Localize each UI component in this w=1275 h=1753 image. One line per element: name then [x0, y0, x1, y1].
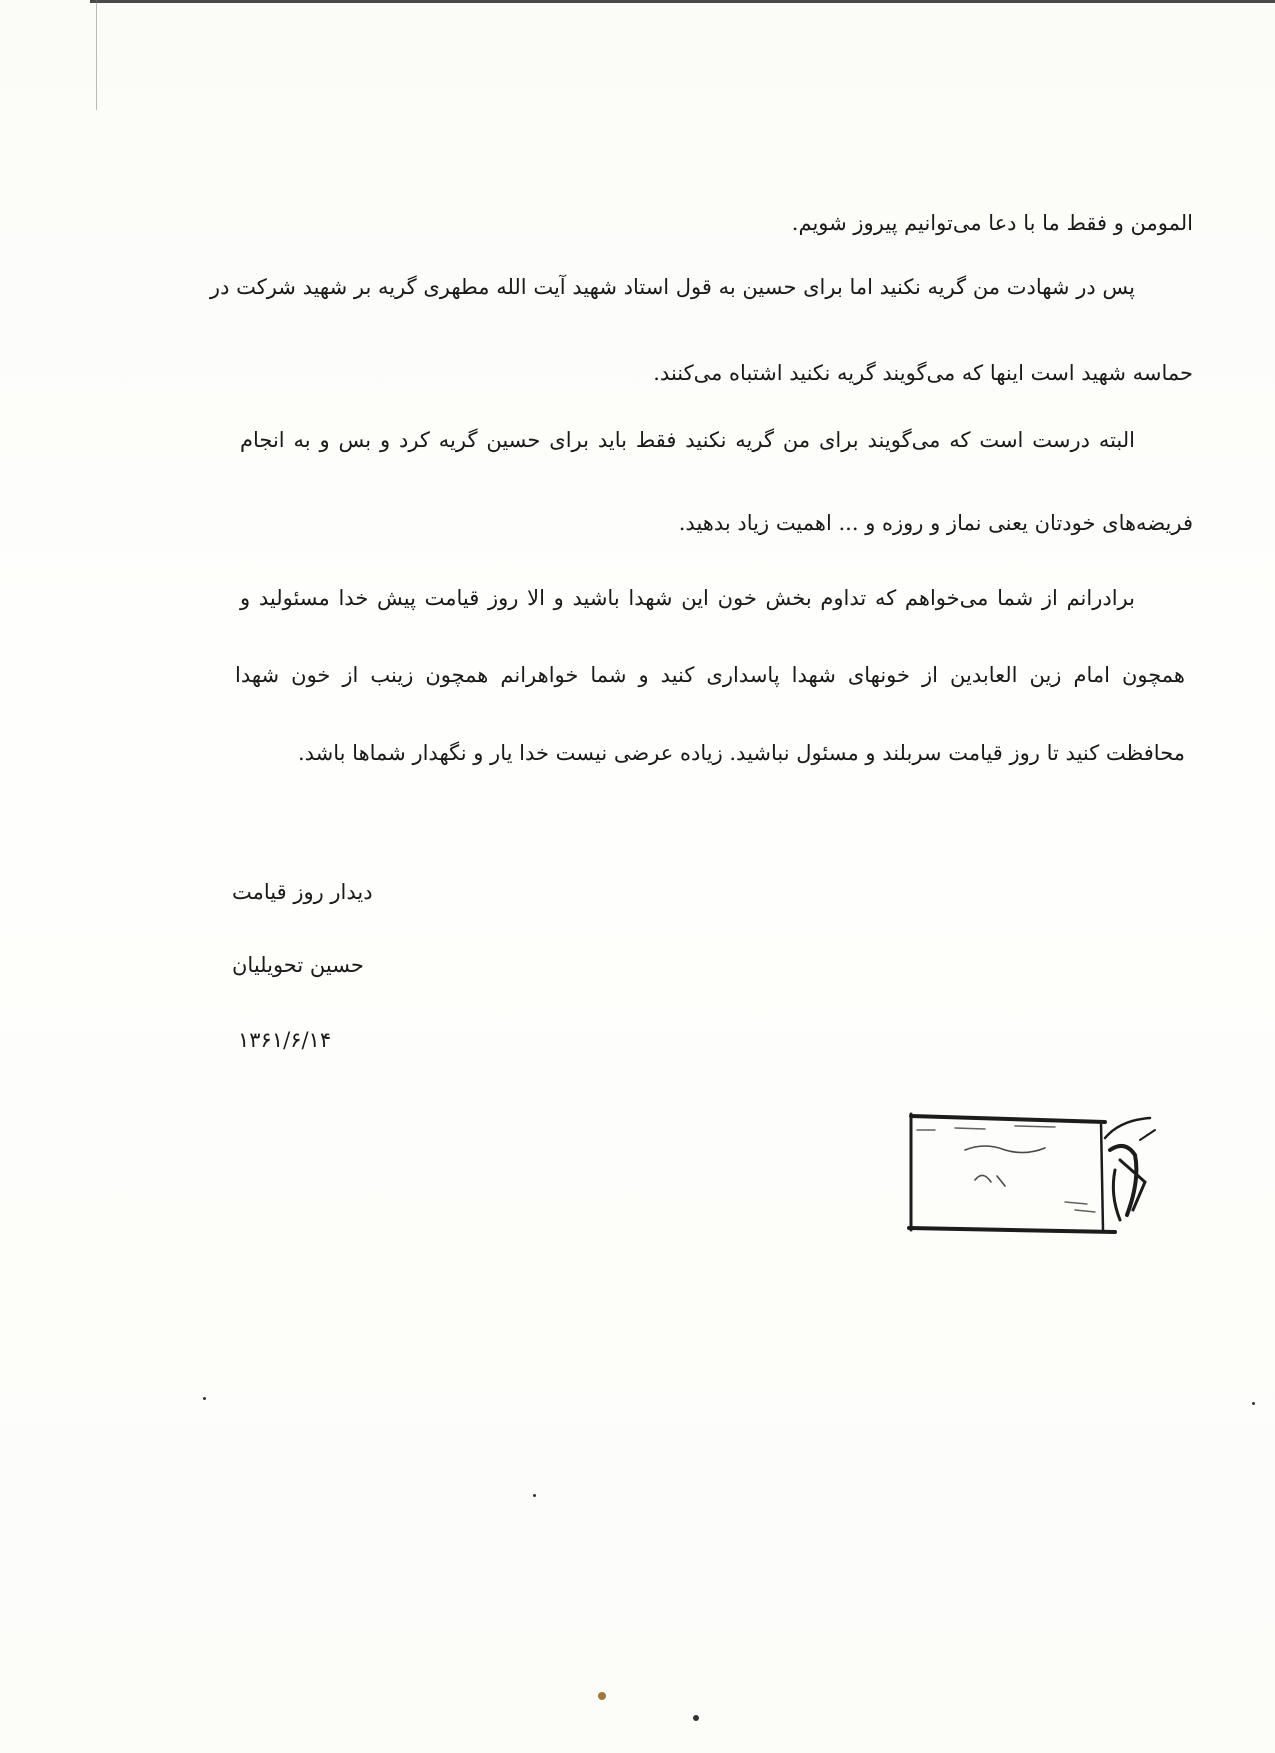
letter-line-8: محافظت کنید تا روز قیامت سربلند و مسئول نباشید. زیاده عرضی نیست خدا یار و نگهدار شماها باشد. [297, 741, 1185, 765]
letter-line-3: حماسه شهید است اینها که می‌گویند گریه نکنید اشتباه می‌کنند. [653, 361, 1193, 385]
scan-top-edge [90, 0, 1275, 3]
author-name: حسین تحویلیان [232, 953, 364, 977]
letter-line-7: همچون امام زین العابدین از خونهای شهدا پاسداری کنید و شما خواهرانم همچون زینب از خون شهدا [235, 663, 1185, 687]
scan-speck [693, 1715, 699, 1721]
letter-line-6: برادرانم از شما می‌خواهم که تداوم بخش خون این شهدا باشید و الا روز قیامت پیش خدا مسئولید و [240, 586, 1135, 610]
farewell-text: دیدار روز قیامت [232, 880, 373, 904]
scan-speck [1252, 1402, 1255, 1405]
letter-line-4: البته درست است که می‌گویند برای من گریه نکنید فقط باید برای حسین گریه کرد و بس و به انجام [240, 428, 1135, 452]
scan-left-edge [96, 0, 97, 110]
scan-speck [533, 1494, 536, 1497]
letter-line-2: پس در شهادت من گریه نکنید اما برای حسین به قول استاد شهید آیت الله مطهری گریه بر شهید شرکت در [209, 275, 1135, 299]
ink-stamp [905, 1110, 1165, 1235]
letter-line-1: المومن و فقط ما با دعا می‌توانیم پیروز شویم. [791, 211, 1193, 235]
scan-speck [598, 1692, 606, 1700]
scan-speck [203, 1397, 206, 1400]
letter-date: ۱۳۶۱/۶/۱۴ [238, 1028, 332, 1052]
letter-line-5: فریضه‌های خودتان یعنی نماز و روزه و ... اهمیت زیاد بدهید. [678, 511, 1193, 535]
